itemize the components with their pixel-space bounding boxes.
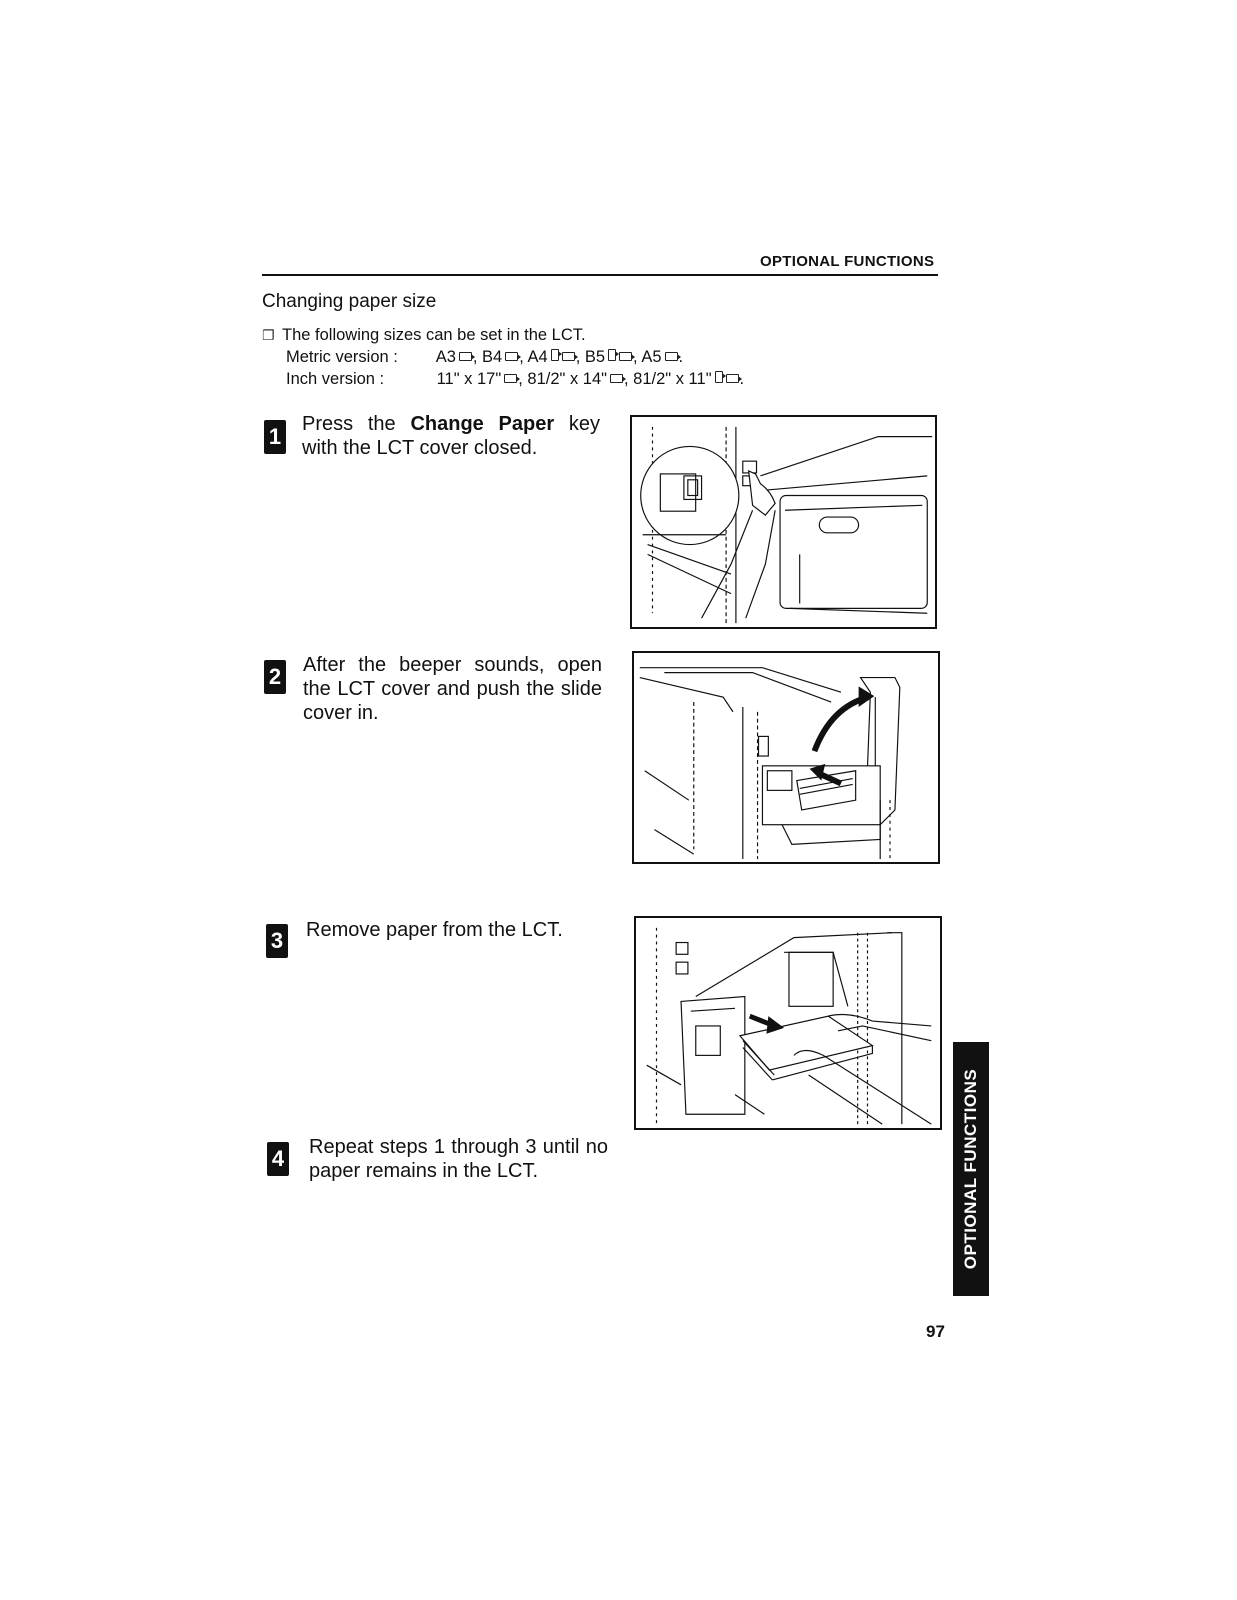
metric-size: A3 bbox=[435, 348, 456, 366]
change-paper-key-label: Change Paper bbox=[410, 413, 555, 435]
paper-orientation-icon bbox=[610, 374, 623, 383]
step-number: 1 bbox=[264, 420, 286, 454]
metric-size: A5 bbox=[641, 348, 662, 366]
paper-orientation-icon bbox=[551, 349, 559, 361]
inch-label: Inch version : bbox=[286, 370, 385, 388]
step-text: After the beeper sounds, open the LCT cover and push the slide cover in. bbox=[303, 654, 602, 724]
header-rule bbox=[262, 274, 938, 276]
paper-orientation-icon bbox=[505, 352, 518, 361]
step-3-illustration bbox=[634, 916, 942, 1130]
size-note bbox=[262, 324, 744, 390]
page-number: 97 bbox=[926, 1322, 945, 1341]
step-number: 4 bbox=[267, 1142, 289, 1176]
step-text: Repeat steps 1 through 3 until no paper remains in the LCT. bbox=[309, 1136, 608, 1182]
step-text bbox=[302, 412, 600, 460]
note-intro: The following sizes can be set in the LCT. bbox=[282, 326, 586, 344]
inch-size: 81/2" x 14" bbox=[527, 370, 607, 388]
metric-label: Metric version : bbox=[286, 348, 398, 366]
metric-row: Metric version : A3 , B4 , A4 , B5 , A5 . bbox=[286, 348, 684, 366]
paper-orientation-icon bbox=[459, 352, 472, 361]
section-title: Changing paper size bbox=[262, 291, 437, 312]
inch-row: Inch version : 11" x 17" , 81/2" x 14" , 81/2" x 11" . bbox=[286, 370, 745, 388]
paper-orientation-icon bbox=[504, 374, 517, 383]
step-2-illustration bbox=[632, 651, 940, 864]
paper-orientation-icon bbox=[619, 352, 632, 361]
inch-size: 81/2" x 11" bbox=[633, 370, 712, 388]
paper-orientation-icon bbox=[726, 374, 739, 383]
header-title: OPTIONAL FUNCTIONS bbox=[760, 253, 935, 270]
step-number: 3 bbox=[266, 924, 288, 958]
metric-size: B4 bbox=[482, 348, 503, 366]
paper-orientation-icon bbox=[715, 371, 723, 383]
paper-orientation-icon bbox=[665, 352, 678, 361]
paper-orientation-icon bbox=[608, 349, 616, 361]
metric-size: B5 bbox=[584, 348, 606, 366]
side-tab-label: OPTIONAL FUNCTIONS bbox=[961, 1068, 980, 1270]
inch-size: 11" x 17" bbox=[436, 370, 502, 388]
metric-size: A4 bbox=[527, 348, 548, 366]
note-icon: ❐ bbox=[262, 327, 275, 343]
step-1-illustration bbox=[630, 415, 937, 629]
step-text-part: Press the bbox=[302, 413, 411, 435]
paper-orientation-icon bbox=[562, 352, 575, 361]
step-text: Remove paper from the LCT. bbox=[306, 919, 563, 941]
step-number: 2 bbox=[264, 660, 286, 694]
section-side-tab bbox=[953, 1042, 989, 1296]
step-text-part: key with the LCT cover closed. bbox=[302, 413, 600, 459]
